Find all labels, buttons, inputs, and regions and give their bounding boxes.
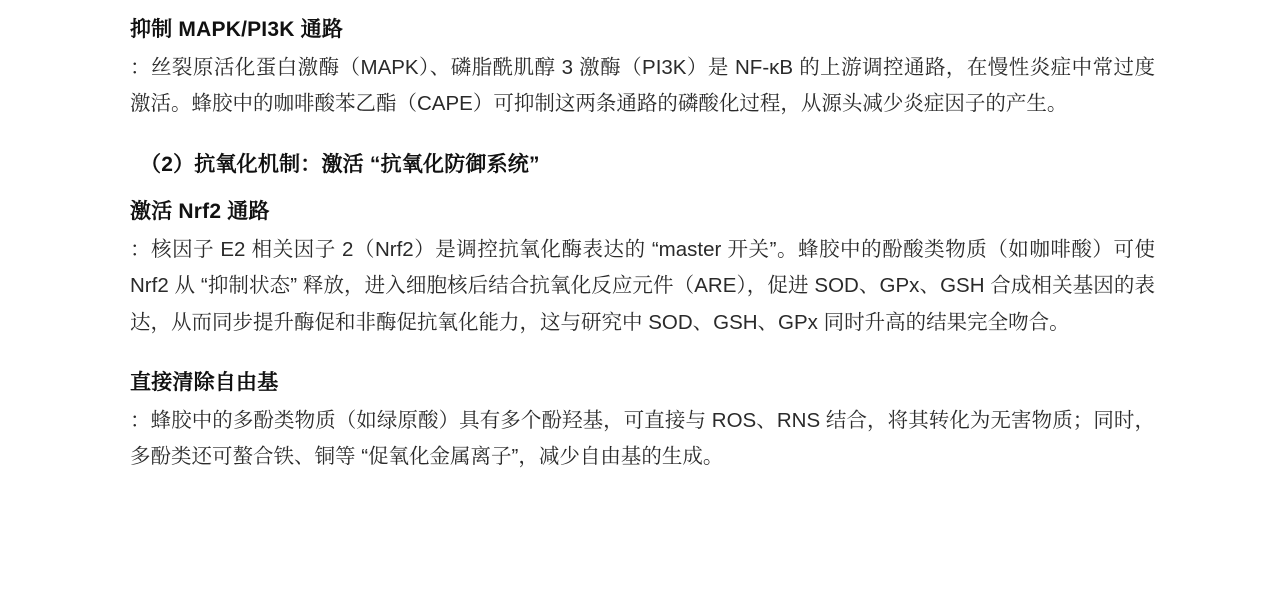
subheading-free-radical: 直接清除自由基 <box>130 371 279 395</box>
section-heading-antioxidant: （2）抗氧化机制：激活 “抗氧化防御系统” <box>140 153 540 177</box>
document-body <box>130 14 1155 476</box>
paragraph-free-radical: ：蜂胶中的多酚类物质（如绿原酸）具有多个酚羟基，可直接与 ROS、RNS 结合，将其转化为无害物质；同时，多酚类还可螯合铁、铜等 “促氧化金属离子”，减少自由基的生成。 <box>130 408 1155 469</box>
subheading-nrf2: 激活 Nrf2 通路 <box>130 200 270 224</box>
content-block-free-radical <box>130 367 1155 475</box>
content-block-nrf2 <box>130 196 1155 341</box>
content-block-mapk-pi3k <box>130 14 1155 122</box>
subheading-mapk-pi3k: 抑制 MAPK/PI3K 通路 <box>130 18 344 41</box>
paragraph-mapk-pi3k: ：丝裂原活化蛋白激酶（MAPK）、磷脂酰肌醇 3 激酶（PI3K）是 NF-κB 的上游调控通路，在慢性炎症中常过度激活。蜂胶中的咖啡酸苯乙酯（CAPE）可抑制这两条通路的磷酸化过程，从源头减少炎症因子的产生。 <box>130 55 1155 115</box>
paragraph-nrf2: ：核因子 E2 相关因子 2（Nrf2）是调控抗氧化酶表达的 “master 开关”。蜂胶中的酚酸类物质（如咖啡酸）可使 Nrf2 从 “抑制状态” 释放，进入细胞核后结合抗氧化反应元件（ARE），促进 SOD、GPx、GSH 合成相关基因的表达，从而同步提升酶促和非酶促抗氧化能力，这与研究中 SOD、GSH、GPx 同时升高的结果完全吻合。 <box>130 237 1155 334</box>
